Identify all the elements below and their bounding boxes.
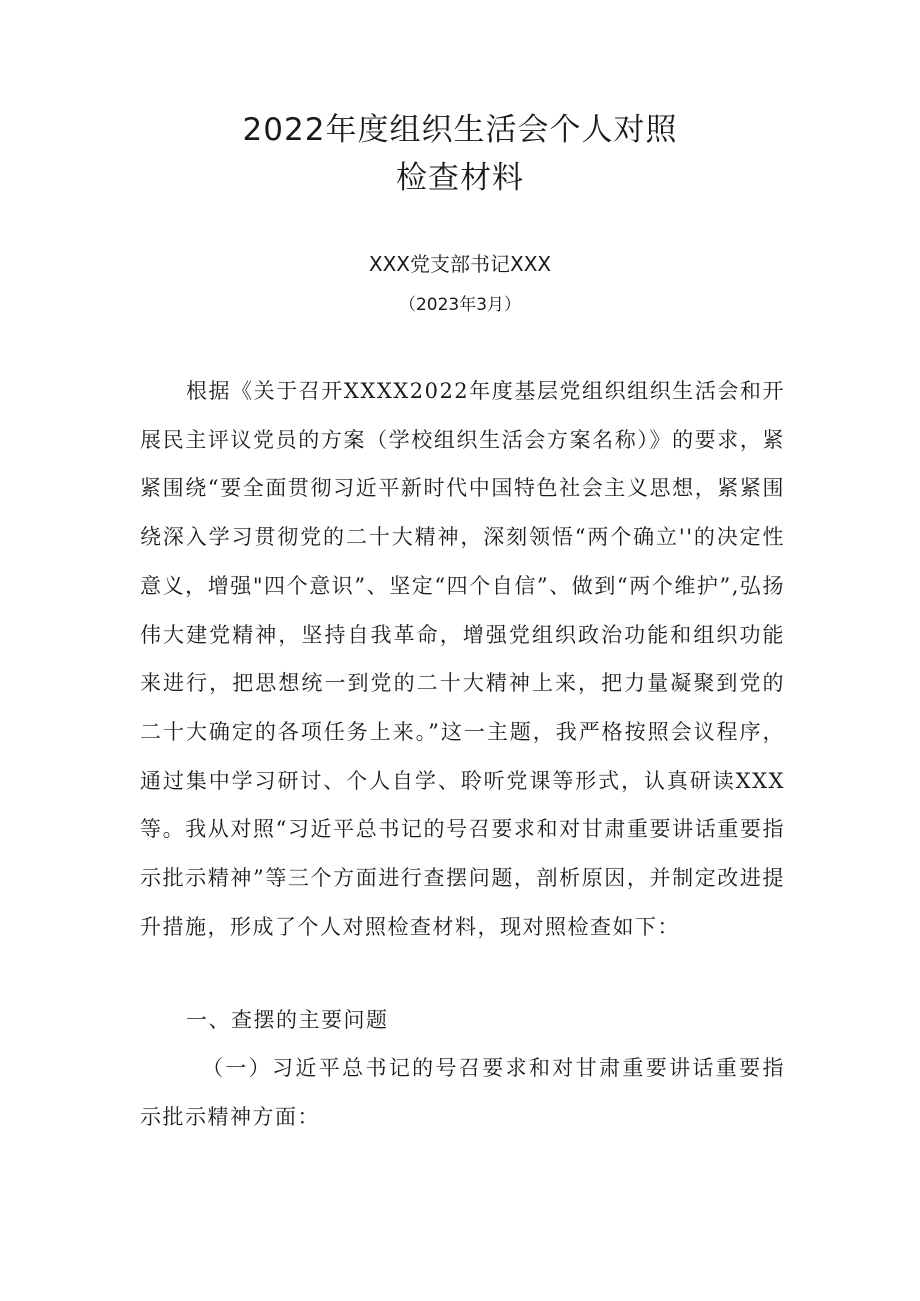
author-line: XXX党支部书记XXX [368, 252, 552, 276]
document-title-line2: 检查材料 [396, 160, 524, 196]
subsection-heading: （一）习近平总书记的号召要求和对甘肃重要讲话重要指示批示精神方面： [140, 1056, 785, 1129]
document-title-line1: 2022年度组织生活会个人对照 [242, 112, 678, 148]
intro-paragraph: 根据《关于召开XXXX2022年度基层党组织组织生活会和开展民主评议党员的方案（学校组织生活会方案名称）》的要求，紧紧围绕“要全面贯彻习近平新时代中国特色社会主义思想，紧紧围绕深入学习贯彻党的二十大精神，深刻领悟“两个确立''的决定性意义，增强"四个意识”、坚定“四个自信”、做到“两个维护”,弘扬伟大建党精神，坚持自我革命，增强党组织政治功能和组织功能来进行，把思想统一到党的二十大精神上来，把力量凝聚到党的二十大确定的各项任务上来。”这一主题，我严格按照会议程序，通过集中学习研讨、个人自学、聆听党课等形式，认真研读XXX等。我从对照“习近平总书记的号召要求和对甘肃重要讲话重要指示批示精神”等三个方面进行查摆问题，剖析原因，并制定改进提升措施，形成了个人对照检查材料，现对照检查如下： [140, 379, 785, 939]
section-heading: 一、查摆的主要问题 [186, 1008, 389, 1032]
date-line: （2023年3月） [398, 295, 522, 315]
